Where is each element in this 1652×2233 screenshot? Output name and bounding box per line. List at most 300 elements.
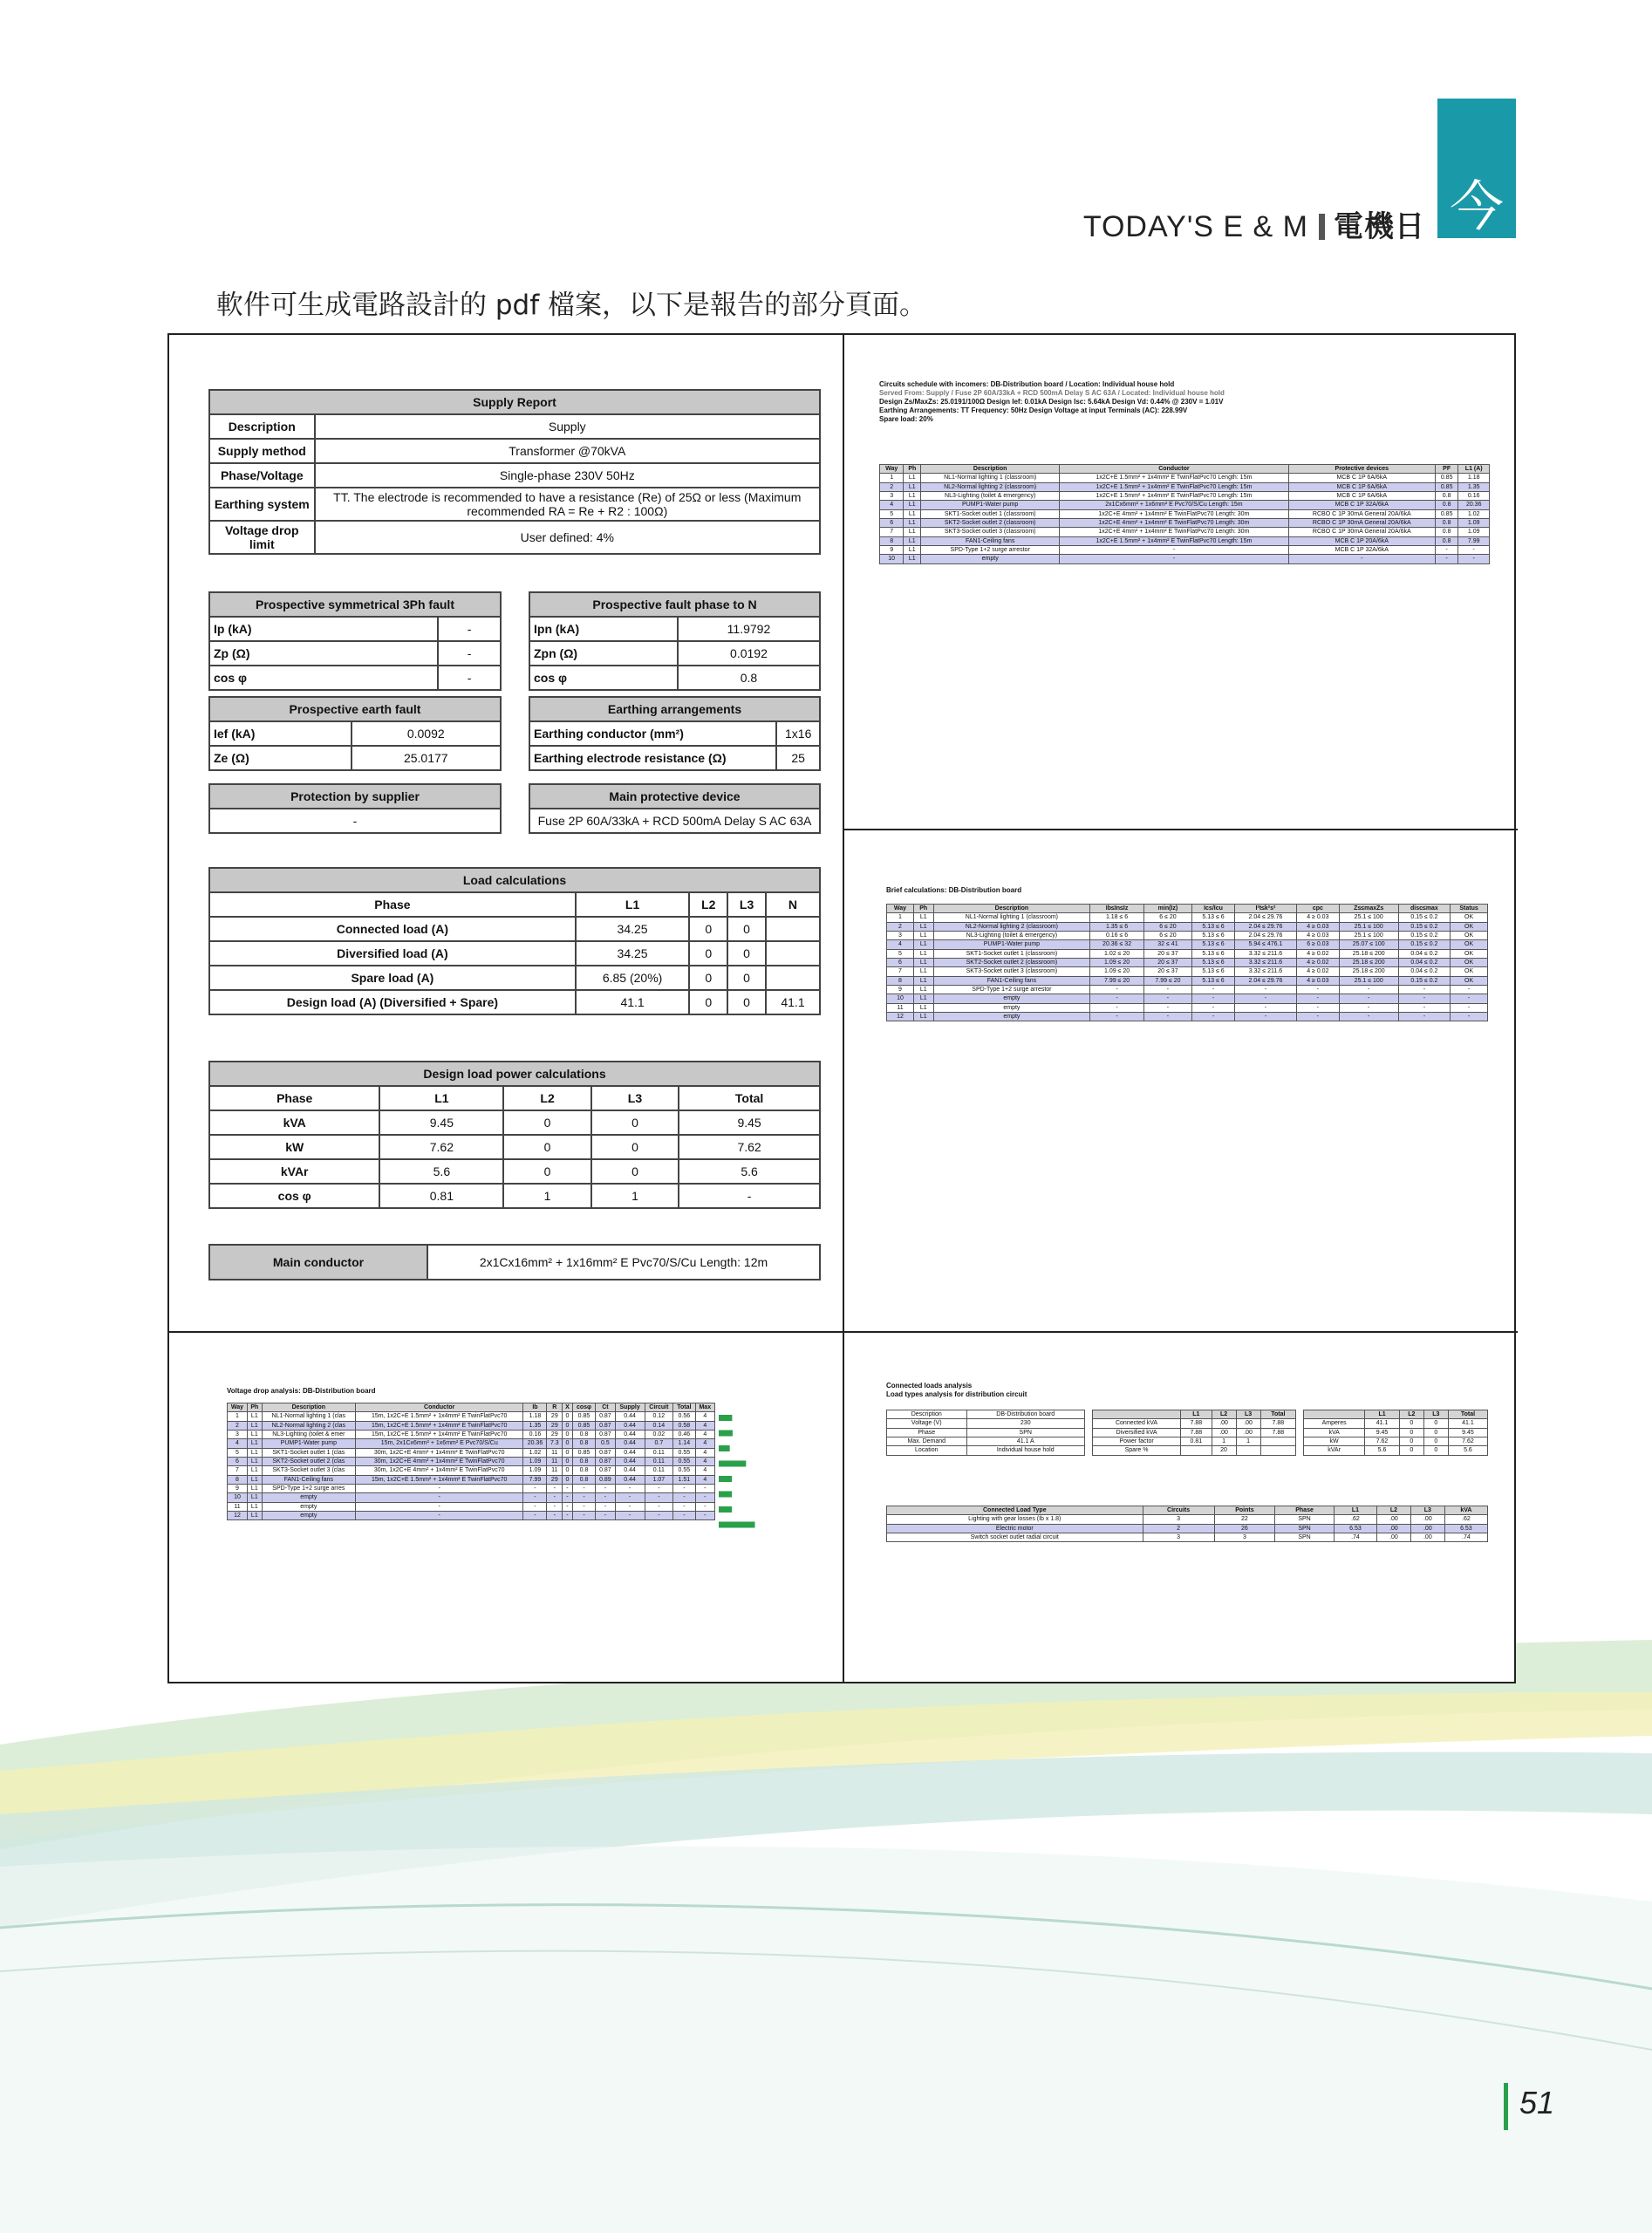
cell: 25.1 ≤ 100 <box>1339 976 1398 985</box>
cell: 2 <box>887 922 914 931</box>
cell: 0.16 <box>1458 492 1490 501</box>
cell: Voltage (V) <box>887 1419 967 1428</box>
table-row <box>209 1159 820 1184</box>
cell: - <box>615 1485 645 1493</box>
cell: 0.8 <box>1435 519 1458 528</box>
cell: 3 <box>1143 1533 1214 1542</box>
table-row <box>880 536 1490 545</box>
cell: 0 <box>1423 1437 1448 1446</box>
cell: 6 ≤ 20 <box>1143 913 1191 922</box>
main-conductor-table <box>208 1244 821 1280</box>
cell: Description <box>887 1410 967 1419</box>
table-row <box>1304 1419 1488 1428</box>
cell: .00 <box>1212 1428 1236 1437</box>
table-row <box>887 1410 1085 1419</box>
cell: - <box>1192 1013 1235 1021</box>
cell: 1.09 ≤ 20 <box>1090 967 1144 976</box>
cell: SKT2-Socket outlet 2 (classroom) <box>933 959 1090 967</box>
cell: 25.07 ≤ 100 <box>1339 940 1398 949</box>
cell: 4 <box>695 1412 714 1421</box>
main-protective-device-table <box>529 783 821 834</box>
cell: empty <box>262 1512 355 1520</box>
cell: Amperes <box>1304 1419 1365 1428</box>
prospective-symmetrical-table <box>208 591 502 691</box>
brand-logo <box>1437 99 1516 238</box>
table-row <box>209 1086 820 1110</box>
cell: 11 <box>547 1448 563 1457</box>
cell: L1 <box>247 1412 262 1421</box>
cell: - <box>1339 986 1398 994</box>
table-row <box>228 1475 715 1484</box>
cell: 2x1Cx16mm² + 1x16mm² E Pvc70/S/Cu Length: 12m <box>427 1245 820 1280</box>
cell: 11 <box>547 1458 563 1466</box>
cell: - <box>1339 1013 1398 1021</box>
cell: 0.16 ≤ 6 <box>1090 932 1144 940</box>
cell: 0.0192 <box>678 641 820 666</box>
cell: 0.87 <box>596 1466 615 1475</box>
cell: L1 <box>913 1013 933 1021</box>
cell: 4 ≥ 0.02 <box>1296 967 1339 976</box>
cell: 25.1 ≤ 100 <box>1339 932 1398 940</box>
cell: 0.44 <box>615 1431 645 1439</box>
cell: 0 <box>591 1159 679 1184</box>
table-row <box>228 1485 715 1493</box>
cell: 0.12 <box>645 1412 673 1421</box>
cell: - <box>596 1493 615 1502</box>
cell: 0 <box>591 1135 679 1159</box>
cell: 29 <box>547 1412 563 1421</box>
divider <box>1319 214 1325 240</box>
cell: 0.87 <box>596 1421 615 1430</box>
cell: 0 <box>1423 1446 1448 1455</box>
cell: L1 <box>247 1421 262 1430</box>
cell: 22 <box>1214 1515 1275 1524</box>
cell: 1.18 ≤ 6 <box>1090 913 1144 922</box>
cell: L1 <box>379 1086 503 1110</box>
table-row <box>1093 1446 1296 1455</box>
cell: kVAr <box>209 1159 379 1184</box>
cell: 8 <box>880 536 904 545</box>
cell: 1.35 ≤ 6 <box>1090 922 1144 931</box>
cell: .74 <box>1444 1533 1487 1542</box>
cell: 0.11 <box>645 1466 673 1475</box>
cell: - <box>1090 1003 1144 1012</box>
cell: 1.09 ≤ 20 <box>1090 959 1144 967</box>
cell: - <box>209 809 501 833</box>
caption-line: Connected loads analysis <box>886 1382 973 1390</box>
table-title: Prospective symmetrical 3Ph fault <box>209 592 501 617</box>
table-row <box>880 474 1490 482</box>
caption-line: Spare load: 20% <box>879 415 933 423</box>
cell: 25.18 ≤ 200 <box>1339 949 1398 958</box>
cell: kVAr <box>1304 1446 1365 1455</box>
cell: L1 <box>904 536 921 545</box>
cell: MCB C 1P 32A/6kA <box>1288 501 1435 509</box>
table-row <box>209 439 820 463</box>
cell: 5.13 ≤ 6 <box>1192 932 1235 940</box>
table-row <box>228 1493 715 1502</box>
caption-line: Served From: Supply / Fuse 2P 60A/33kA + RCD 500mA Delay S AC 63A / Located: Individual house hold <box>879 389 1225 397</box>
cell: 1 <box>880 474 904 482</box>
design-power-table <box>208 1061 821 1209</box>
cell: SPN <box>1275 1533 1335 1542</box>
circuits-schedule-table: Way Ph Description Conductor Protective devices PF L1 (A) 1 L1 NL1-Normal lighting 1 (classroom) 1x2C+E 1.5mm² + 1x4mm² E TwinFlatPvc70 Length: 15m MCB C 1P 6A/6kA 0.85 1.18 2 L1 NL2-Normal lighting 2 (classroom) 1x2C+E 1.5mm² + 1x4mm² E TwinFlatPvc70 Length: 15m MCB C 1P 6A/6kA 0.85 1.35 3 L1 NL3-Lighting (toilet & emergency) 1x2C+E 1.5mm² + 1x4mm² E TwinFlatPvc70 Length: 15m MCB C 1P 6A/6kA 0.8 0.16 4 L1 PUMP1-Water pump 2x1Cx6mm² + 1x6mm² E Pvc70/S/Cu Length: 15m MCB C 1P 32A/6kA 0.8 20.36 5 L1 SKT1-Socket outlet 1 (classroom) 1x2C+E 4mm² + 1x4mm² E TwinFlatPvc70 Length: 30m RCBO C 1P 30mA General 20A/6kA 0.85 1.02 6 L1 SKT2-Socket outlet 2 (classroom) 1x2C+E 4mm² + 1x4mm² E TwinFlatPvc70 Length: 30m RCBO C 1P 30mA General 20A/6kA 0.8 1.09 7 L1 SKT3-Socket outlet 3 (classroom) 1x2C+E 4mm² + 1x4mm² E TwinFlatPvc70 Length: 30m RCBO C 1P 30mA General 20A/6kA 0.8 1.09 8 L1 FAN1-Ceiling fans 1x2C+E 1.5mm² + 1x4mm² E TwinFlatPvc70 Length: 15m MCB C 1P 20A/6kA 0.8 7.99 9 L1 SPD-Type 1+2 surge arrestor - MCB C 1P 32A/6kA - - 10 L1 empty - - - - <box>879 464 1490 564</box>
cell: 1 <box>503 1184 590 1208</box>
cell: - <box>563 1512 573 1520</box>
cell: - <box>1192 1003 1235 1012</box>
cell: 0.81 <box>379 1184 503 1208</box>
cell: 0.15 ≤ 0.2 <box>1398 976 1451 985</box>
cell: L1 <box>904 509 921 518</box>
cell: - <box>355 1502 523 1511</box>
cell: Phase <box>209 892 576 917</box>
cell: .62 <box>1334 1515 1376 1524</box>
vdrop-bar <box>719 1461 746 1467</box>
cell: 0.04 ≤ 0.2 <box>1398 967 1451 976</box>
cell: 5.6 <box>679 1159 820 1184</box>
brand-name: TODAY'S E & M <box>1082 210 1308 243</box>
cell: - <box>563 1493 573 1502</box>
cell: 7.62 <box>1448 1437 1487 1446</box>
cell <box>1236 1446 1260 1455</box>
cell: - <box>1296 1013 1339 1021</box>
cell: SPD-Type 1+2 surge arrestor <box>921 546 1060 555</box>
cell: Phase <box>887 1428 967 1437</box>
cell: 6 <box>228 1458 248 1466</box>
cell: - <box>645 1512 673 1520</box>
cell: 1x2C+E 4mm² + 1x4mm² E TwinFlatPvc70 Length: 30m <box>1060 519 1289 528</box>
cell: 29 <box>547 1421 563 1430</box>
cell: .00 <box>1410 1533 1444 1542</box>
cell: 3 <box>880 492 904 501</box>
cell: 3 <box>1214 1533 1275 1542</box>
intro-text: 軟件可生成電路設計的 pdf 檔案，以下是報告的部分頁面。 <box>216 290 926 321</box>
cell: - <box>1451 1003 1488 1012</box>
table-row <box>209 721 501 746</box>
cell: 25.18 ≤ 200 <box>1339 967 1398 976</box>
cell: 0.15 ≤ 0.2 <box>1398 940 1451 949</box>
cell: OK <box>1451 967 1488 976</box>
cell: 1.09 <box>523 1466 547 1475</box>
cell: - <box>1398 986 1451 994</box>
cell: L1 <box>913 932 933 940</box>
logo-glyph: 今 <box>1449 174 1504 238</box>
cell: Spare load (A) <box>209 966 576 990</box>
cell: - <box>1192 986 1235 994</box>
cell: - <box>645 1502 673 1511</box>
cell: - <box>615 1502 645 1511</box>
cell: OK <box>1451 959 1488 967</box>
cell: 1 <box>1212 1437 1236 1446</box>
table-row <box>209 892 820 917</box>
caption-line: Circuits schedule with incomers: DB-Distribution board / Location: Individual house hold <box>879 380 1175 388</box>
table-row <box>880 546 1490 555</box>
table-row <box>209 746 501 770</box>
cell: 7 <box>887 967 914 976</box>
table-row <box>880 519 1490 528</box>
cell: - <box>673 1485 695 1493</box>
cell: 29 <box>547 1475 563 1484</box>
cell: L3 <box>591 1086 679 1110</box>
table-row <box>887 940 1488 949</box>
cell: 0.44 <box>615 1439 645 1448</box>
cell: 11 <box>887 1003 914 1012</box>
cell: - <box>1090 986 1144 994</box>
cell: Single-phase 230V 50Hz <box>315 463 820 488</box>
report-collage <box>167 333 1516 1683</box>
cell: - <box>572 1493 595 1502</box>
cell: L1 <box>904 482 921 491</box>
cell: 0 <box>1399 1446 1423 1455</box>
cell: 1.02 <box>523 1448 547 1457</box>
cell: 0 <box>1399 1437 1423 1446</box>
cell: 7.88 <box>1181 1428 1212 1437</box>
cell <box>1260 1446 1295 1455</box>
cell: 0.85 <box>572 1412 595 1421</box>
cell: 0.55 <box>673 1466 695 1475</box>
cell: 5.13 ≤ 6 <box>1192 976 1235 985</box>
vdrop-bar <box>719 1431 733 1437</box>
cell: 0.58 <box>673 1421 695 1430</box>
cell: - <box>523 1502 547 1511</box>
table-row <box>1093 1428 1296 1437</box>
table-row <box>228 1412 715 1421</box>
table-row <box>887 967 1488 976</box>
cell: 10 <box>887 994 914 1003</box>
cell: 0.8 <box>572 1431 595 1439</box>
cell: 25.18 ≤ 200 <box>1339 959 1398 967</box>
cell: - <box>1234 994 1296 1003</box>
table-row <box>209 521 820 554</box>
cell: 0 <box>563 1412 573 1421</box>
cell: Individual house hold <box>966 1446 1085 1455</box>
cell: 6.53 <box>1334 1524 1376 1533</box>
load-types-table: Connected Load Type Circuits Points Phase L1 L2 L3 kVA Lighting with gear losses (Ib x 1.8) 3 22 SPN .62 .00 .00 .62 Electric motor 2 26 SPN 6.53 .00 .00 6.53 Switch socket outlet radial circuit 3 3 SPN .74 .00 .00 .74 <box>886 1506 1488 1542</box>
cell: 3.32 ≤ 211.6 <box>1234 959 1296 967</box>
cell: 0.85 <box>1435 509 1458 518</box>
cell: User defined: 4% <box>315 521 820 554</box>
cell: .00 <box>1212 1419 1236 1428</box>
cell: Earthing conductor (mm²) <box>529 721 776 746</box>
cell: 6 ≥ 0.03 <box>1296 940 1339 949</box>
cell: - <box>1143 994 1191 1003</box>
cell: OK <box>1451 932 1488 940</box>
caption-line: Earthing Arrangements: TT Frequency: 50Hz Design Voltage at input Terminals (AC): 228.99V <box>879 406 1188 414</box>
cell: - <box>572 1502 595 1511</box>
cell: SKT2-Socket outlet 2 (classroom) <box>921 519 1060 528</box>
cell: 0.87 <box>596 1448 615 1457</box>
cell: L1 <box>247 1485 262 1493</box>
cell: 4 <box>695 1431 714 1439</box>
cell: L1 <box>913 959 933 967</box>
cell: - <box>1143 1003 1191 1012</box>
cell: NL1-Normal lighting 1 (classroom) <box>921 474 1060 482</box>
cell: cos φ <box>529 666 678 690</box>
cell: 2.04 ≤ 29.76 <box>1234 922 1296 931</box>
table-row <box>228 1431 715 1439</box>
schedule-caption <box>879 380 1490 424</box>
table-row <box>880 528 1490 536</box>
cell: 10 <box>880 555 904 563</box>
cell: 0 <box>727 917 766 941</box>
cell: 0.85 <box>572 1448 595 1457</box>
cell: Zp (Ω) <box>209 641 438 666</box>
cell: 41.1 <box>1448 1419 1487 1428</box>
cell: L1 <box>247 1448 262 1457</box>
cell: cos φ <box>209 666 438 690</box>
cell: - <box>438 641 501 666</box>
table-row <box>209 1135 820 1159</box>
cell: SKT2-Socket outlet 2 (clas <box>262 1458 355 1466</box>
brief-calculations-table: Way Ph Description Ib≤In≤Iz min(Iz) Ics/Icu I²t≤k²s² cpc Zs≤maxZs disc≤max Status 1 L1 NL1-Normal lighting 1 (classroom) 1.18 ≤ 6 6 ≤ 20 5.13 ≤ 6 2.04 ≤ 29.76 4 ≥ 0.03 25.1 ≤ 100 0.15 ≤ 0.2 OK 2 L1 NL2-Normal lighting 2 (classroom) 1.35 ≤ 6 6 ≤ 20 5.13 ≤ 6 2.04 ≤ 29.76 4 ≥ 0.03 25.1 ≤ 100 0.15 ≤ 0.2 OK 3 L1 NL3-Lighting (toilet & emergency) 0.16 ≤ 6 6 ≤ 20 5.13 ≤ 6 2.04 ≤ 29.76 4 ≥ 0.03 25.1 ≤ 100 0.15 ≤ 0.2 OK 4 L1 PUMP1-Water pump 20.36 ≤ 32 32 ≤ 41 5.13 ≤ 6 5.94 ≤ 476.1 6 ≥ 0.03 25.07 ≤ 100 0.15 ≤ 0.2 OK 5 L1 SKT1-Socket outlet 1 (classroom) 1.02 ≤ 20 20 ≤ 37 5.13 ≤ 6 3.32 ≤ 211.6 4 ≥ 0.02 25.18 ≤ 200 0.04 ≤ 0.2 OK 6 L1 SKT2-Socket outlet 2 (classroom) 1.09 ≤ 20 20 ≤ 37 5.13 ≤ 6 3.32 ≤ 211.6 4 ≥ 0.02 25.18 ≤ 200 0.04 ≤ 0.2 OK 7 L1 SKT3-Socket outlet 3 (classroom) 1.09 ≤ 20 20 ≤ 37 5.13 ≤ 6 3.32 ≤ 211.6 4 ≥ 0.02 25.18 ≤ 200 0.04 ≤ 0.2 OK 8 L1 FAN1-Ceiling fans 7.99 ≤ 20 7.99 ≤ 20 5.13 ≤ 6 2.04 ≤ 29.76 4 ≥ 0.03 25.1 ≤ 100 0.15 ≤ 0.2 OK 9 L1 SPD-Type 1+2 surge arrestor - - - - - - - - 10 L1 empty - - - - - - - - 11 L1 empty - - - - - - - - 12 L1 empty - - - - - - - - <box>886 904 1488 1021</box>
cell: 3 <box>228 1431 248 1439</box>
cell: 2.04 ≤ 29.76 <box>1234 976 1296 985</box>
caption-line: Design Zs/MaxZs: 25.0191/100Ω Design Ief: 0.01kA Design Isc: 5.64kA Design Vd: 0.44% @ 230V = 1.01V <box>879 398 1224 406</box>
cell: 5.13 ≤ 6 <box>1192 959 1235 967</box>
cell: 4 ≥ 0.03 <box>1296 976 1339 985</box>
cell: 0.85 <box>1435 474 1458 482</box>
cell: 0.87 <box>596 1412 615 1421</box>
table-title: Protection by supplier <box>209 784 501 809</box>
cell: - <box>1339 1003 1398 1012</box>
cell: 4 ≥ 0.03 <box>1296 922 1339 931</box>
cell: RCBO C 1P 30mA General 20A/6kA <box>1288 528 1435 536</box>
cell: 6 <box>880 519 904 528</box>
cell: 4 <box>695 1439 714 1448</box>
cell: - <box>1296 994 1339 1003</box>
table-row <box>228 1502 715 1511</box>
cell: 41.1 <box>766 990 820 1014</box>
cell: 0.56 <box>673 1412 695 1421</box>
cell: - <box>438 666 501 690</box>
table-row <box>880 509 1490 518</box>
cell: - <box>547 1512 563 1520</box>
cell: 25 <box>776 746 820 770</box>
cell: L1 <box>904 474 921 482</box>
cell: 0.8 <box>572 1458 595 1466</box>
table-row <box>209 641 501 666</box>
cell: - <box>596 1485 615 1493</box>
cell: Zpn (Ω) <box>529 641 678 666</box>
cell: 1.18 <box>1458 474 1490 482</box>
cell: L1 <box>247 1512 262 1520</box>
cell: - <box>1451 1013 1488 1021</box>
cell: - <box>615 1493 645 1502</box>
cell: - <box>645 1493 673 1502</box>
cell: L1 <box>913 994 933 1003</box>
cell: Description <box>209 414 315 439</box>
cell: - <box>596 1502 615 1511</box>
cell: 0.11 <box>645 1448 673 1457</box>
vdrop-bar <box>719 1522 755 1528</box>
table-row <box>209 666 501 690</box>
cell: NL3-Lighting (toilet & emergency) <box>921 492 1060 501</box>
table-row <box>887 994 1488 1003</box>
cell: 1.18 <box>523 1412 547 1421</box>
cell: 6 <box>887 959 914 967</box>
table-row <box>209 414 820 439</box>
cell: 4 <box>695 1458 714 1466</box>
cell: 0.04 ≤ 0.2 <box>1398 959 1451 967</box>
cell: 30m, 1x2C+E 4mm² + 1x4mm² E TwinFlatPvc70 <box>355 1448 523 1457</box>
cell: 15m, 1x2C+E 1.5mm² + 1x4mm² E TwinFlatPvc70 <box>355 1431 523 1439</box>
cell: 0.04 ≤ 0.2 <box>1398 949 1451 958</box>
cell: L1 <box>904 492 921 501</box>
cell: - <box>1234 1013 1296 1021</box>
cell: Lighting with gear losses (Ib x 1.8) <box>887 1515 1143 1524</box>
cell: L2 <box>503 1086 590 1110</box>
cell: - <box>615 1512 645 1520</box>
cell: Power factor <box>1093 1437 1181 1446</box>
cell: L1 <box>904 519 921 528</box>
table-row <box>887 959 1488 967</box>
table-row <box>209 463 820 488</box>
page-number <box>1504 2085 1554 2121</box>
cell: 41.1 <box>576 990 690 1014</box>
table-row <box>887 1419 1085 1428</box>
cell: SKT1-Socket outlet 1 (classroom) <box>921 509 1060 518</box>
cell: L1 <box>904 546 921 555</box>
cell: empty <box>933 1003 1090 1012</box>
cell: - <box>547 1485 563 1493</box>
cell: 10 <box>228 1493 248 1502</box>
cell: 12 <box>228 1512 248 1520</box>
divider <box>843 829 1518 830</box>
vdrop-bars <box>717 1413 822 1600</box>
cell: - <box>563 1485 573 1493</box>
cell: 5 <box>228 1448 248 1457</box>
cell: Total <box>679 1086 820 1110</box>
cell: - <box>673 1512 695 1520</box>
table-row <box>1304 1428 1488 1437</box>
cell: 5 <box>880 509 904 518</box>
cell: - <box>1435 555 1458 563</box>
cell: 0.7 <box>645 1439 673 1448</box>
cell: 0 <box>727 966 766 990</box>
conn-caption <box>886 1382 1027 1399</box>
cell: 0 <box>689 990 727 1014</box>
cell: 0.8 <box>1435 528 1458 536</box>
cell: 0.02 <box>645 1431 673 1439</box>
cell: 4 ≥ 0.03 <box>1296 913 1339 922</box>
cell: 3.32 ≤ 211.6 <box>1234 949 1296 958</box>
cell: RCBO C 1P 30mA General 20A/6kA <box>1288 519 1435 528</box>
cell: MCB C 1P 32A/6kA <box>1288 546 1435 555</box>
cell: L1 <box>913 949 933 958</box>
cell: kVA <box>1304 1428 1365 1437</box>
table-row <box>529 746 820 770</box>
cell: SPN <box>966 1428 1085 1437</box>
cell: - <box>1398 1003 1451 1012</box>
table-row <box>209 990 820 1014</box>
cell: 1x2C+E 1.5mm² + 1x4mm² E TwinFlatPvc70 Length: 15m <box>1060 492 1289 501</box>
cell: 7.62 <box>379 1135 503 1159</box>
cell: - <box>1234 986 1296 994</box>
vdrop-bar <box>719 1476 732 1482</box>
table-row <box>887 976 1488 985</box>
cell: 0 <box>1423 1428 1448 1437</box>
vdrop-caption: Voltage drop analysis: DB-Distribution board <box>227 1387 376 1395</box>
cell: Diversified kVA <box>1093 1428 1181 1437</box>
cell: 7 <box>228 1466 248 1475</box>
cell: - <box>563 1502 573 1511</box>
cell: 0 <box>563 1458 573 1466</box>
vdrop-bar <box>719 1445 730 1451</box>
cell: 7.99 ≤ 20 <box>1143 976 1191 985</box>
cell: Connected kVA <box>1093 1419 1181 1428</box>
cell: Supply <box>315 414 820 439</box>
load-calculations-table <box>208 867 821 1015</box>
